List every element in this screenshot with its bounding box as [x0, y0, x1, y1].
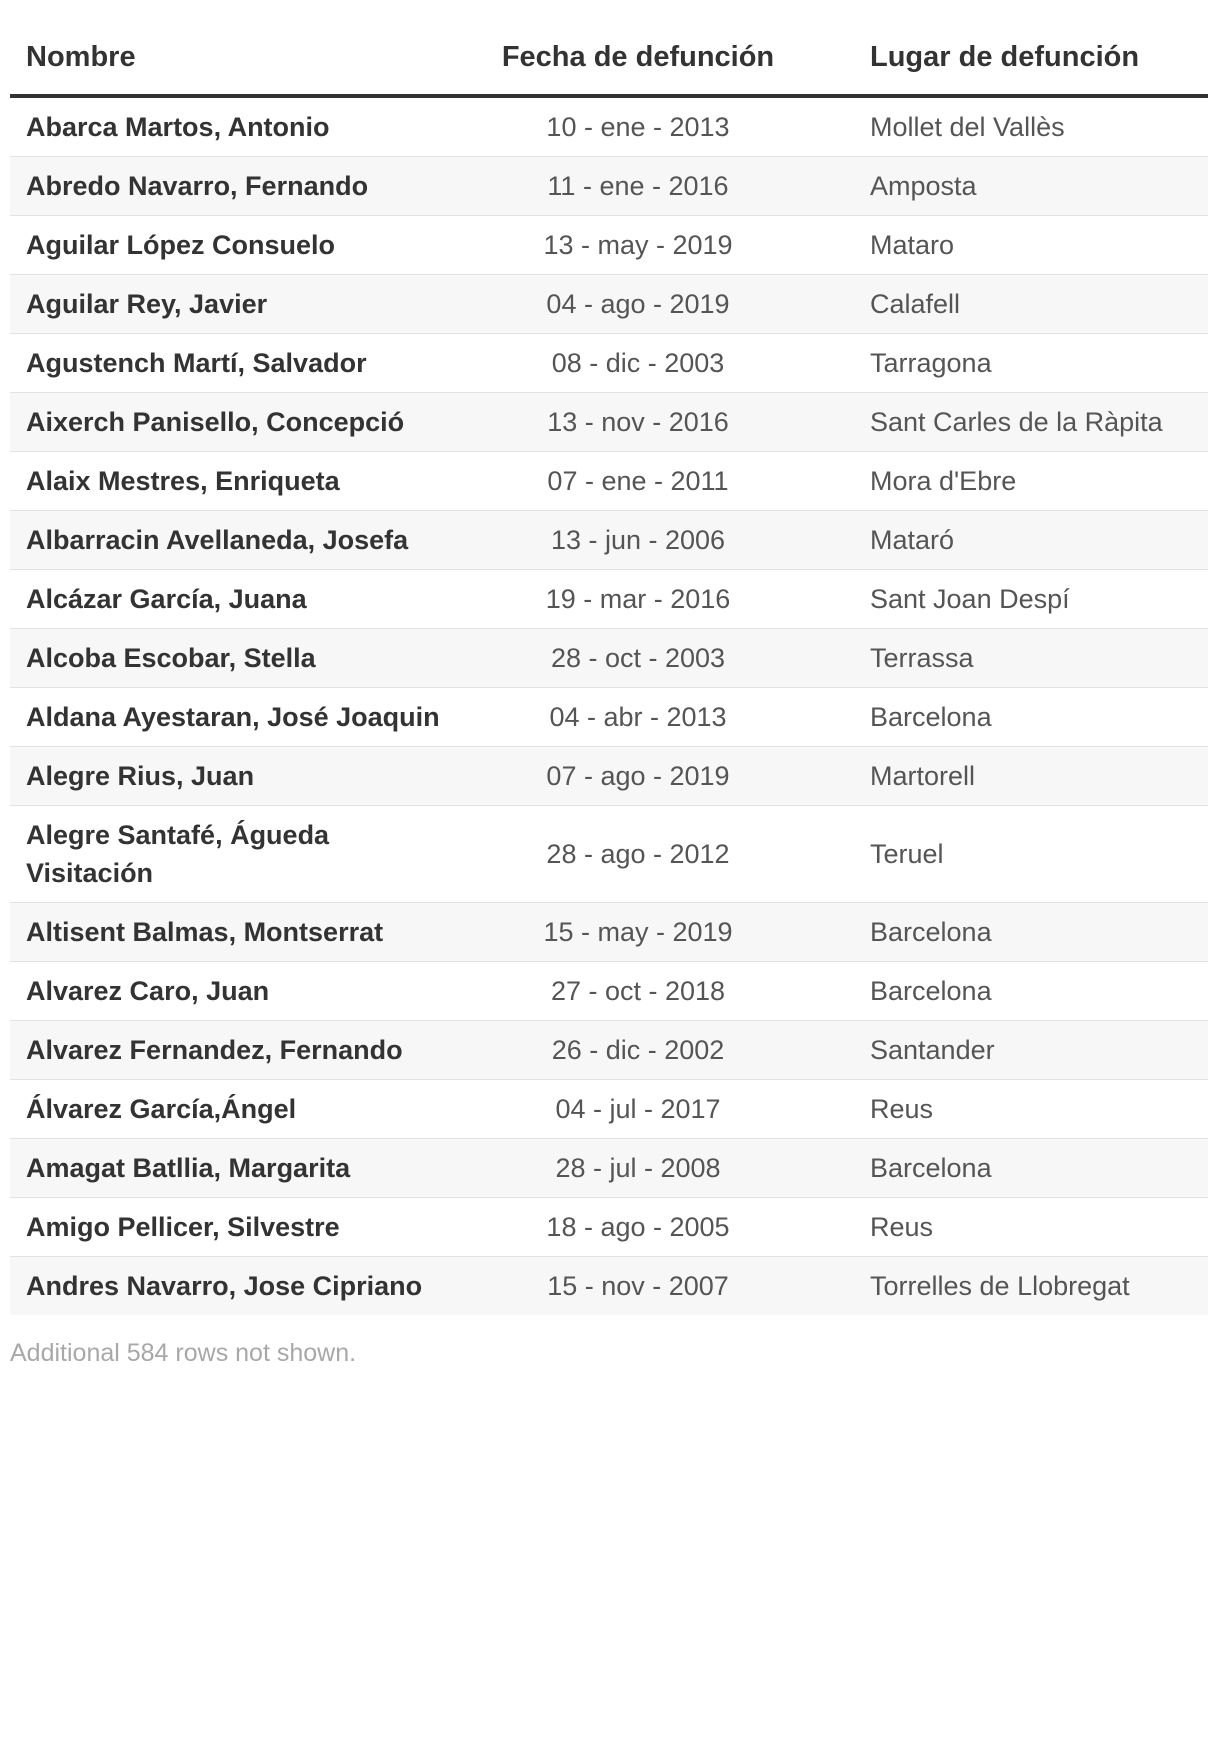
- cell-name: Álvarez García,Ángel: [10, 1080, 484, 1139]
- table-row: [10, 511, 1208, 570]
- table-row: [10, 1257, 1208, 1316]
- table-body: [10, 96, 1208, 1315]
- cell-place: Reus: [792, 1080, 1208, 1139]
- cell-name: Albarracin Avellaneda, Josefa: [10, 511, 484, 570]
- cell-name: Alegre Santafé, Águeda Visitación: [10, 806, 484, 903]
- table-row: [10, 806, 1208, 903]
- cell-date: 13 - may - 2019: [484, 216, 792, 275]
- cell-place: Barcelona: [792, 688, 1208, 747]
- cell-date: 04 - abr - 2013: [484, 688, 792, 747]
- cell-date: 26 - dic - 2002: [484, 1021, 792, 1080]
- cell-place: Calafell: [792, 275, 1208, 334]
- cell-place: Amposta: [792, 157, 1208, 216]
- cell-name: Aixerch Panisello, Concepció: [10, 393, 484, 452]
- table-row: [10, 275, 1208, 334]
- cell-place: Barcelona: [792, 903, 1208, 962]
- cell-name: Alvarez Caro, Juan: [10, 962, 484, 1021]
- cell-name: Alvarez Fernandez, Fernando: [10, 1021, 484, 1080]
- cell-date: 04 - ago - 2019: [484, 275, 792, 334]
- cell-date: 28 - ago - 2012: [484, 806, 792, 903]
- cell-name: Amigo Pellicer, Silvestre: [10, 1198, 484, 1257]
- cell-name: Andres Navarro, Jose Cipriano: [10, 1257, 484, 1316]
- cell-date: 28 - jul - 2008: [484, 1139, 792, 1198]
- column-header-name: Nombre: [10, 36, 484, 96]
- cell-place: Mollet del Vallès: [792, 96, 1208, 157]
- cell-name: Altisent Balmas, Montserrat: [10, 903, 484, 962]
- cell-place: Mataro: [792, 216, 1208, 275]
- table-row: [10, 962, 1208, 1021]
- cell-date: 15 - may - 2019: [484, 903, 792, 962]
- cell-place: Torrelles de Llobregat: [792, 1257, 1208, 1316]
- cell-date: 07 - ago - 2019: [484, 747, 792, 806]
- table-row: [10, 903, 1208, 962]
- table-row: [10, 1198, 1208, 1257]
- cell-place: Mataró: [792, 511, 1208, 570]
- cell-name: Amagat Batllia, Margarita: [10, 1139, 484, 1198]
- cell-date: 13 - jun - 2006: [484, 511, 792, 570]
- cell-place: Barcelona: [792, 962, 1208, 1021]
- cell-date: 10 - ene - 2013: [484, 96, 792, 157]
- column-header-date: Fecha de defunción: [484, 36, 792, 96]
- header-row: [10, 36, 1208, 96]
- cell-name: Aldana Ayestaran, José Joaquin: [10, 688, 484, 747]
- table-row: [10, 629, 1208, 688]
- table-row: [10, 96, 1208, 157]
- cell-name: Alcoba Escobar, Stella: [10, 629, 484, 688]
- cell-place: Reus: [792, 1198, 1208, 1257]
- table-row: [10, 452, 1208, 511]
- cell-place: Santander: [792, 1021, 1208, 1080]
- cell-place: Martorell: [792, 747, 1208, 806]
- cell-place: Tarragona: [792, 334, 1208, 393]
- table-row: [10, 570, 1208, 629]
- cell-name: Abredo Navarro, Fernando: [10, 157, 484, 216]
- table-container: [10, 36, 1208, 1369]
- cell-date: 18 - ago - 2005: [484, 1198, 792, 1257]
- cell-place: Barcelona: [792, 1139, 1208, 1198]
- cell-name: Aguilar Rey, Javier: [10, 275, 484, 334]
- cell-date: 15 - nov - 2007: [484, 1257, 792, 1316]
- cell-date: 08 - dic - 2003: [484, 334, 792, 393]
- column-header-place: Lugar de defunción: [792, 36, 1208, 96]
- cell-name: Aguilar López Consuelo: [10, 216, 484, 275]
- cell-place: Sant Carles de la Ràpita: [792, 393, 1208, 452]
- table-row: [10, 1139, 1208, 1198]
- table-row: [10, 393, 1208, 452]
- cell-place: Terrassa: [792, 629, 1208, 688]
- cell-date: 04 - jul - 2017: [484, 1080, 792, 1139]
- cell-name: Agustench Martí, Salvador: [10, 334, 484, 393]
- table-row: [10, 216, 1208, 275]
- table-row: [10, 157, 1208, 216]
- cell-date: 07 - ene - 2011: [484, 452, 792, 511]
- cell-date: 11 - ene - 2016: [484, 157, 792, 216]
- table-row: [10, 1080, 1208, 1139]
- cell-place: Mora d'Ebre: [792, 452, 1208, 511]
- cell-name: Alegre Rius, Juan: [10, 747, 484, 806]
- table-row: [10, 747, 1208, 806]
- table-header: [10, 36, 1208, 96]
- cell-place: Sant Joan Despí: [792, 570, 1208, 629]
- cell-date: 13 - nov - 2016: [484, 393, 792, 452]
- table-row: [10, 688, 1208, 747]
- cell-date: 27 - oct - 2018: [484, 962, 792, 1021]
- deaths-table: [10, 36, 1208, 1315]
- cell-name: Abarca Martos, Antonio: [10, 96, 484, 157]
- rows-not-shown-note: Additional 584 rows not shown.: [10, 1339, 357, 1367]
- table-row: [10, 1021, 1208, 1080]
- cell-date: 19 - mar - 2016: [484, 570, 792, 629]
- cell-place: Teruel: [792, 806, 1208, 903]
- table-row: [10, 334, 1208, 393]
- cell-name: Alcázar García, Juana: [10, 570, 484, 629]
- cell-date: 28 - oct - 2003: [484, 629, 792, 688]
- cell-name: Alaix Mestres, Enriqueta: [10, 452, 484, 511]
